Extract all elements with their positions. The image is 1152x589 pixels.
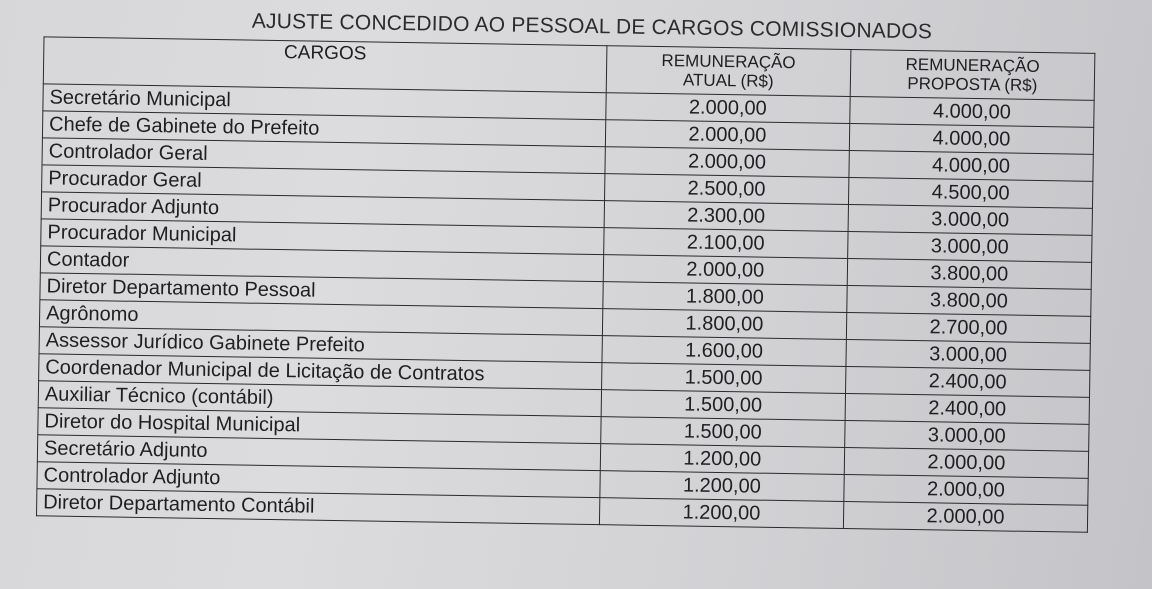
cargo-cell: Procurador Municipal — [41, 219, 604, 255]
cargo-cell: Agrônomo — [39, 300, 602, 336]
remuneracao-atual-cell: 1.500,00 — [601, 363, 845, 394]
remuneracao-proposta-cell: 3.000,00 — [848, 232, 1093, 263]
remuneracao-atual-cell: 2.000,00 — [605, 147, 849, 178]
remuneracao-proposta-cell: 4.000,00 — [849, 151, 1094, 182]
document-title: AJUSTE CONCEDIDO AO PESSOAL DE CARGOS COMISSIONADOS — [251, 9, 933, 44]
remuneracao-atual-cell: 2.300,00 — [604, 201, 848, 232]
remuneracao-proposta-cell: 3.000,00 — [848, 205, 1093, 236]
remuneracao-proposta-cell: 4.000,00 — [849, 124, 1094, 155]
cargo-cell: Contador — [40, 246, 603, 282]
cargo-cell: Secretário Municipal — [43, 84, 606, 120]
salary-table — [36, 36, 1095, 532]
remuneracao-proposta-cell: 2.400,00 — [845, 393, 1090, 424]
cargo-cell: Diretor Departamento Contábil — [36, 489, 599, 525]
remuneracao-atual-cell: 1.800,00 — [602, 309, 846, 340]
header-proposta-line1: REMUNERAÇÃO — [905, 54, 1040, 76]
header-atual-line2: ATUAL (R$) — [682, 70, 774, 91]
remuneracao-proposta-cell: 2.000,00 — [843, 501, 1088, 532]
remuneracao-atual-cell: 1.200,00 — [599, 498, 843, 529]
remuneracao-atual-cell: 2.100,00 — [603, 228, 847, 259]
cargo-cell: Procurador Adjunto — [41, 192, 604, 228]
remuneracao-proposta-cell: 2.000,00 — [844, 474, 1089, 505]
remuneracao-atual-cell: 2.500,00 — [604, 174, 848, 205]
remuneracao-atual-cell: 1.500,00 — [601, 417, 845, 448]
remuneracao-proposta-cell: 2.400,00 — [845, 366, 1090, 397]
remuneracao-atual-cell: 1.500,00 — [601, 390, 845, 421]
remuneracao-proposta-cell: 3.800,00 — [847, 258, 1092, 289]
header-remuneracao-proposta — [850, 50, 1095, 101]
document-sheet — [14, 6, 1132, 533]
header-atual-line1: REMUNERAÇÃO — [661, 51, 796, 73]
cargo-cell: Assessor Jurídico Gabinete Prefeito — [39, 327, 602, 363]
cargo-cell: Diretor Departamento Pessoal — [40, 273, 603, 309]
remuneracao-proposta-cell: 4.500,00 — [848, 178, 1093, 209]
remuneracao-atual-cell: 1.600,00 — [602, 336, 846, 367]
remuneracao-atual-cell: 1.200,00 — [600, 471, 844, 502]
remuneracao-proposta-cell: 3.000,00 — [845, 420, 1090, 451]
remuneracao-atual-cell: 2.000,00 — [605, 120, 849, 151]
remuneracao-proposta-cell: 4.000,00 — [850, 97, 1095, 128]
cargo-cell: Chefe de Gabinete do Prefeito — [42, 111, 605, 147]
cargo-cell: Coordenador Municipal de Licitação de Contratos — [39, 354, 602, 390]
cargo-cell: Controlador Geral — [42, 138, 605, 174]
cargo-cell: Procurador Geral — [42, 165, 605, 201]
remuneracao-atual-cell: 2.000,00 — [606, 93, 850, 124]
table-body — [36, 84, 1094, 532]
cargo-cell: Auxiliar Técnico (contábil) — [38, 381, 601, 417]
cargo-cell: Controlador Adjunto — [37, 462, 600, 498]
remuneracao-proposta-cell: 3.000,00 — [846, 339, 1091, 370]
cargo-cell: Secretário Adjunto — [37, 435, 600, 471]
remuneracao-proposta-cell: 2.000,00 — [844, 447, 1089, 478]
cargo-cell: Diretor do Hospital Municipal — [38, 408, 601, 444]
remuneracao-atual-cell: 1.200,00 — [600, 444, 844, 475]
header-proposta-line2: PROPOSTA (R$) — [907, 73, 1038, 95]
header-cargos: CARGOS — [43, 37, 606, 93]
remuneracao-proposta-cell: 2.700,00 — [846, 312, 1091, 343]
header-remuneracao-atual — [606, 46, 851, 97]
remuneracao-atual-cell: 2.000,00 — [603, 255, 847, 286]
remuneracao-proposta-cell: 3.800,00 — [847, 285, 1092, 316]
remuneracao-atual-cell: 1.800,00 — [603, 282, 847, 313]
